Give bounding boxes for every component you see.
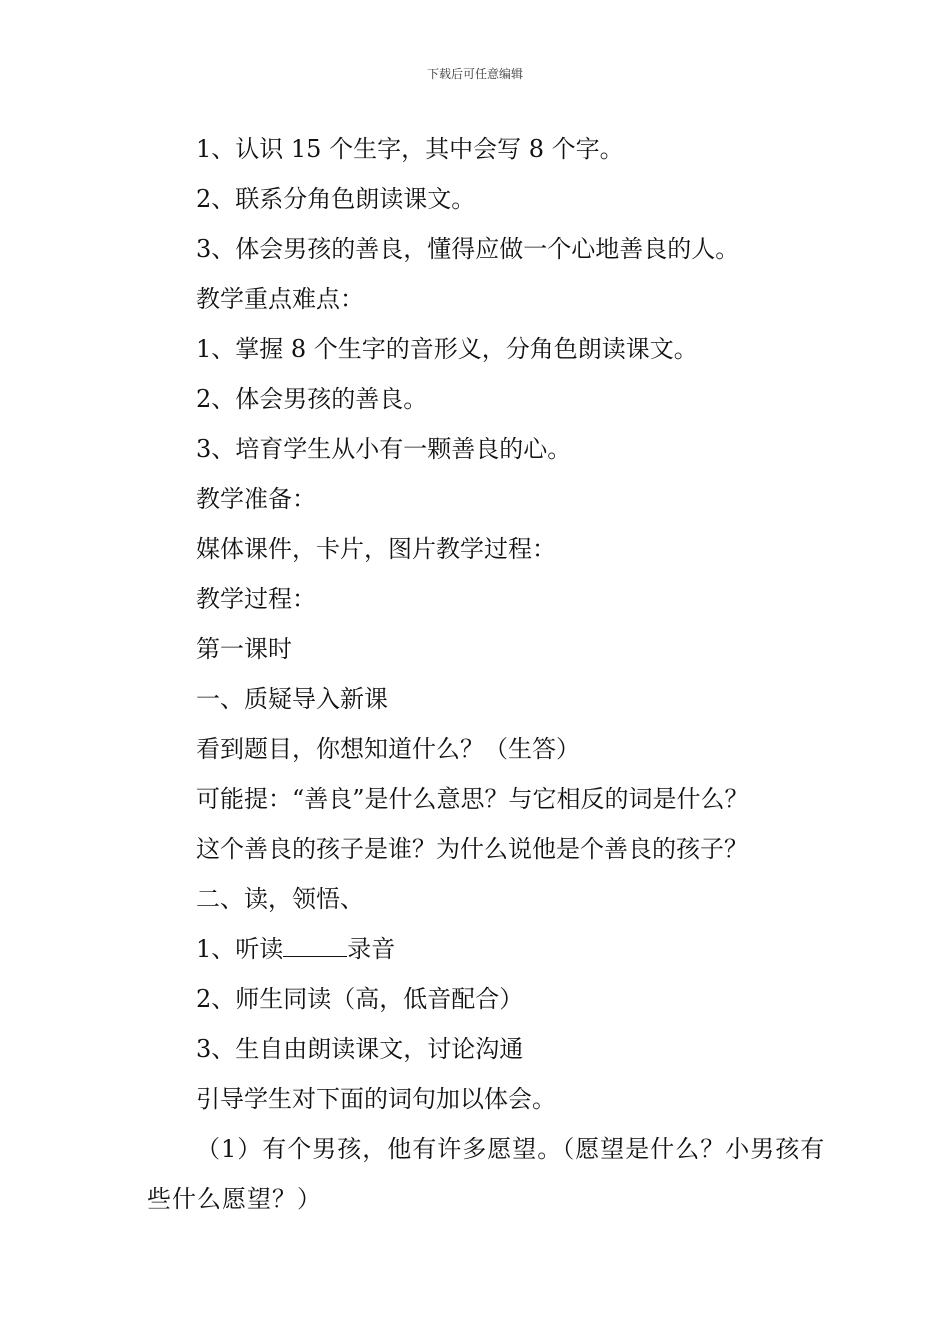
step-2-item-1-suffix: 录音 bbox=[347, 935, 396, 963]
section-heading-preparation: 教学准备： bbox=[196, 485, 316, 513]
step-2-item-1 bbox=[147, 924, 827, 974]
objective-3: 3、体会男孩的善良，懂得应做一个心地善良的人。 bbox=[196, 235, 740, 263]
example-sentence-1: （1）有个男孩，他有许多愿望。（愿望是什么？小男孩有些什么愿望？） bbox=[147, 1135, 826, 1213]
document-body bbox=[147, 124, 827, 1224]
guidance-text: 引导学生对下面的词句加以体会。 bbox=[196, 1085, 556, 1113]
step-1-possible-question-a: 可能提：“善良”是什么意思？与它相反的词是什么？ bbox=[196, 785, 749, 813]
objective-1: 1、认识 15 个生字，其中会写 8 个字。 bbox=[196, 135, 624, 163]
section-heading-process: 教学过程： bbox=[196, 585, 316, 613]
step-2-item-2: 2、师生同读（高，低音配合） bbox=[196, 985, 524, 1013]
key-point-2: 2、体会男孩的善良。 bbox=[196, 385, 428, 413]
lesson-period: 第一课时 bbox=[196, 635, 292, 663]
key-point-1: 1、掌握 8 个生字的音形义，分角色朗读课文。 bbox=[196, 335, 698, 363]
fill-blank bbox=[283, 938, 347, 957]
step-1-possible-question-b: 这个善良的孩子是谁？为什么说他是个善良的孩子？ bbox=[196, 835, 748, 863]
preparation-text: 媒体课件，卡片，图片教学过程： bbox=[196, 535, 556, 563]
step-2-heading: 二、读，领悟、 bbox=[196, 885, 364, 913]
step-1-heading: 一、质疑导入新课 bbox=[196, 685, 388, 713]
step-2-item-1-prefix: 1、听读 bbox=[196, 935, 284, 963]
key-point-3: 3、培育学生从小有一颗善良的心。 bbox=[196, 435, 572, 463]
step-2-item-3: 3、生自由朗读课文，讨论沟通 bbox=[196, 1035, 524, 1063]
page-header: 下载后可任意编辑 bbox=[426, 67, 523, 81]
objective-2: 2、联系分角色朗读课文。 bbox=[196, 185, 476, 213]
step-1-question: 看到题目，你想知道什么？（生答） bbox=[196, 735, 580, 763]
section-heading-key-points: 教学重点难点： bbox=[196, 285, 364, 313]
